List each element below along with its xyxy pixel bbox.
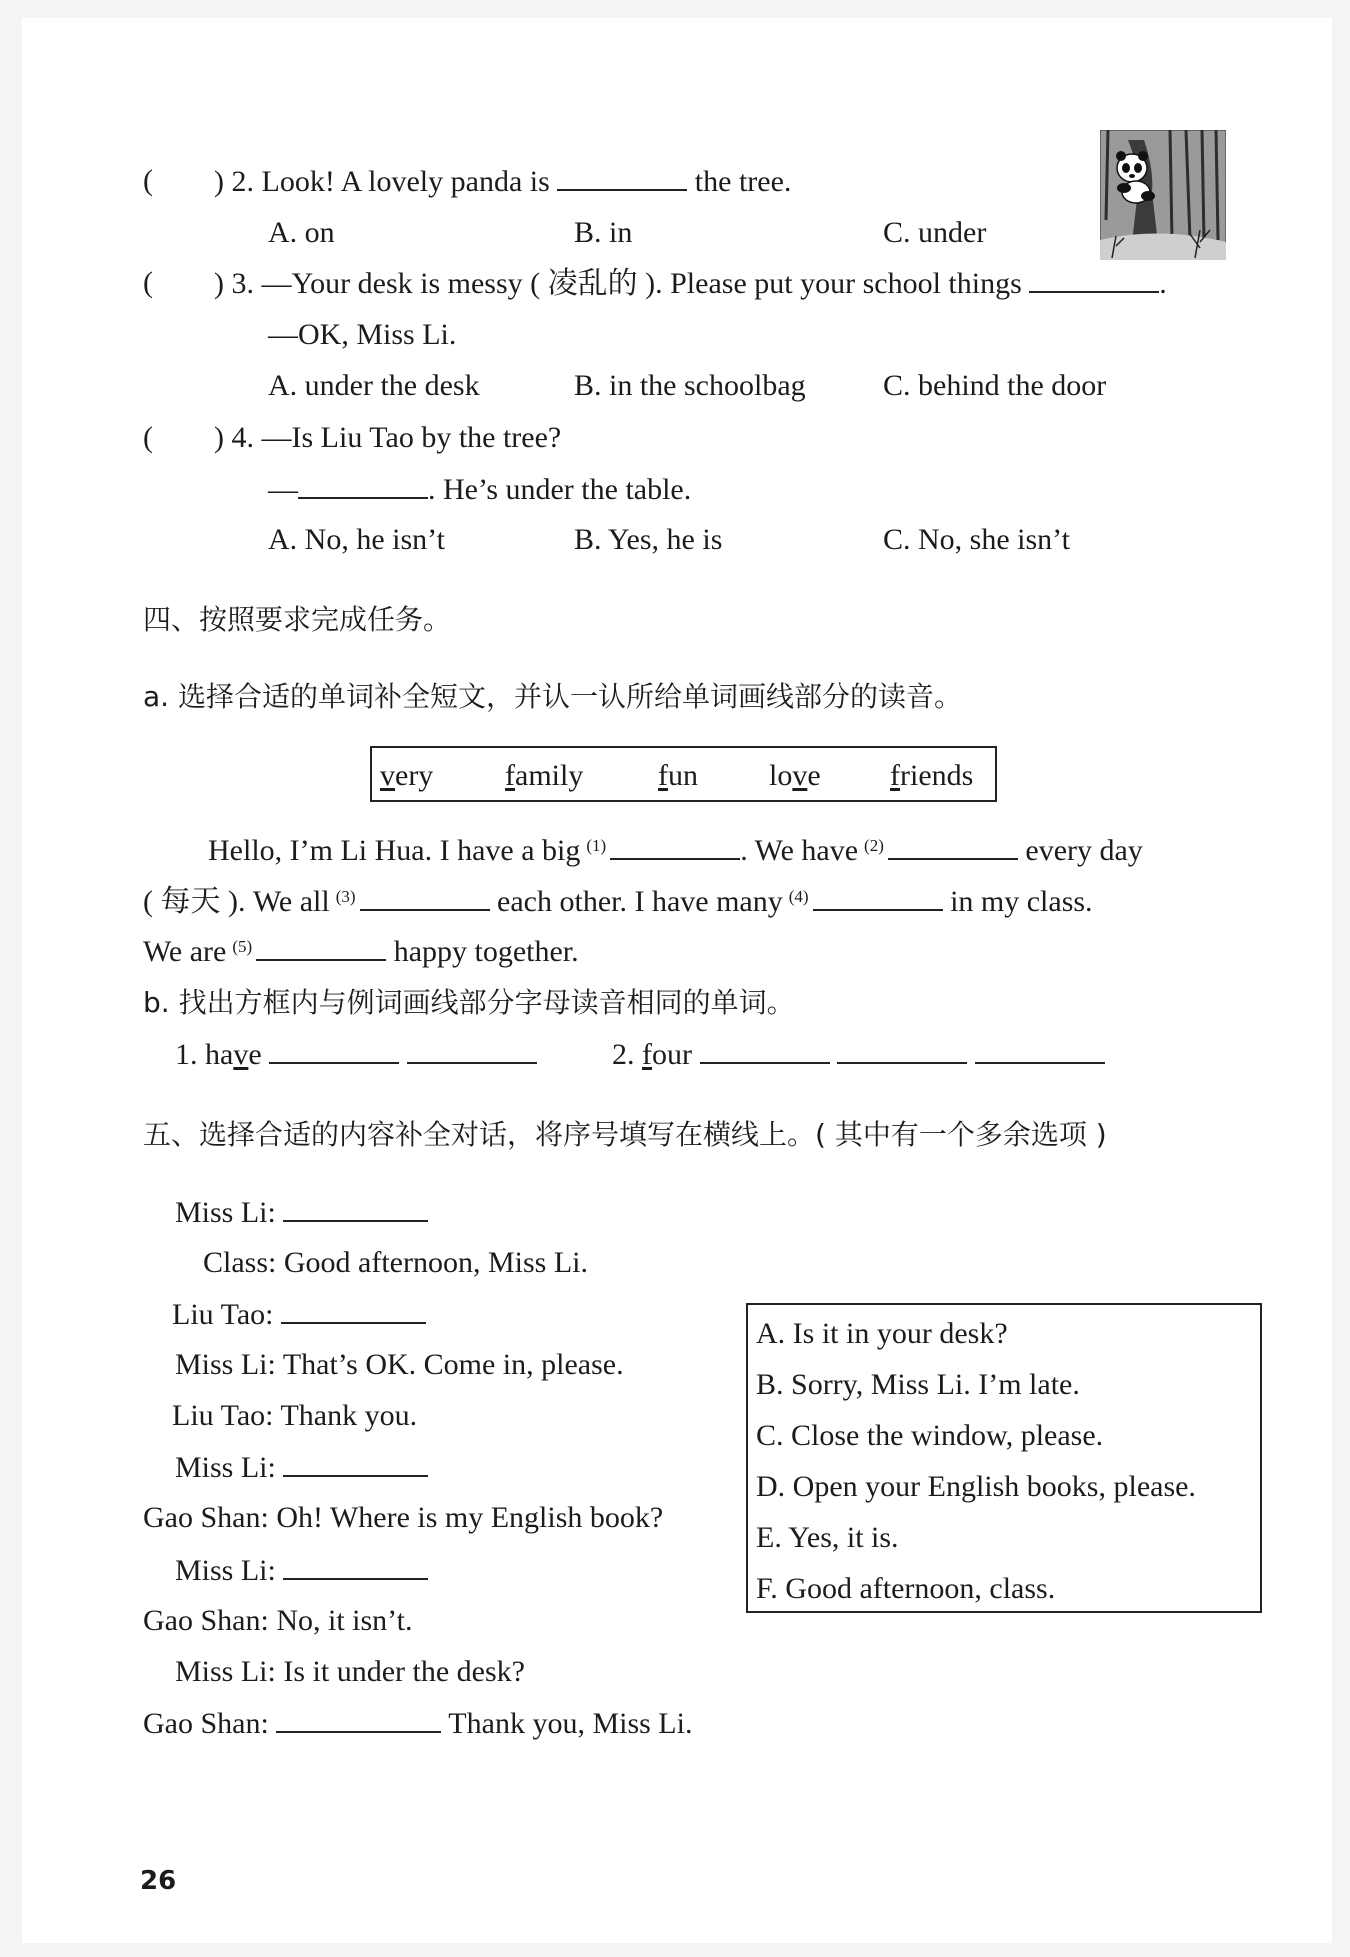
dialog-line-1: Miss Li: — [175, 1194, 428, 1231]
dialog-blank-1[interactable] — [283, 1194, 428, 1222]
dialog-line-10: Miss Li: Is it under the desk? — [175, 1655, 525, 1688]
option-c: C. behind the door — [883, 369, 1107, 402]
dialog-line-2: Class: Good afternoon, Miss Li. — [203, 1246, 588, 1279]
answer-paren-q2: ( — [143, 164, 153, 197]
option-b: B. Yes, he is — [574, 523, 723, 556]
option-c: C. No, she isn’t — [883, 523, 1070, 556]
dialog-line-9: Gao Shan: No, it isn’t. — [143, 1604, 413, 1637]
section-4-title: 四、按照要求完成任务。 — [143, 603, 452, 636]
panda-in-tree-illustration — [1100, 130, 1226, 260]
option-a: A. No, he isn’t — [268, 523, 445, 556]
dialog-line-5: Liu Tao: Thank you. — [172, 1399, 418, 1432]
option-a: A. under the desk — [268, 369, 480, 402]
option-b: B. in — [574, 216, 633, 249]
answer-blank[interactable] — [837, 1036, 967, 1064]
passage-blank-5[interactable] — [256, 933, 386, 961]
passage-blank-2[interactable] — [888, 832, 1018, 860]
dialog-blank-2[interactable] — [281, 1296, 426, 1324]
option-f: F. Good afternoon, class. — [756, 1572, 1056, 1605]
option-b: B. Sorry, Miss Li. I’m late. — [756, 1368, 1080, 1401]
dialog-line-7: Gao Shan: Oh! Where is my English book? — [143, 1501, 664, 1534]
word-love: love — [769, 759, 821, 792]
dialog-line-4: Miss Li: That’s OK. Come in, please. — [175, 1348, 624, 1381]
answer-paren-q4: ( — [143, 421, 153, 454]
option-e: E. Yes, it is. — [756, 1521, 899, 1554]
dialog-line-3: Liu Tao: — [172, 1296, 426, 1333]
passage-blank-4[interactable] — [813, 883, 943, 911]
answer-paren-q3: ( — [143, 266, 153, 299]
answer-blank[interactable] — [407, 1036, 537, 1064]
word-very: very — [380, 759, 434, 792]
passage-line-3: We are $^{(5)}$ happy together. — [143, 935, 579, 968]
dialog-blank-5[interactable] — [276, 1705, 441, 1733]
question-4: ) 4. —Is Liu Tao by the tree? — [214, 421, 562, 454]
word-family: family — [505, 759, 584, 792]
option-c: C. Close the window, please. — [756, 1419, 1104, 1452]
answer-blank[interactable] — [298, 471, 428, 499]
answer-blank[interactable] — [1029, 265, 1159, 293]
dialog-line-8: Miss Li: — [175, 1552, 428, 1589]
part-b-item-2: 2. four — [612, 1036, 1105, 1073]
question-4-reply: — . He’s under the table. — [268, 473, 692, 506]
part-b-instructions: b. 找出方框内与例词画线部分字母读音相同的单词。 — [143, 986, 795, 1019]
dialog-line-11: Gao Shan: Thank you, Miss Li. — [143, 1707, 693, 1740]
dialog-blank-4[interactable] — [283, 1552, 428, 1580]
answer-blank[interactable] — [269, 1036, 399, 1064]
section-5-title: 五、选择合适的内容补全对话，将序号填写在横线上。( 其中有一个多余选项 ) — [143, 1118, 1107, 1151]
part-a-instructions: a. 选择合适的单词补全短文，并认一认所给单词画线部分的读音。 — [143, 680, 962, 713]
passage-blank-1[interactable] — [610, 832, 740, 860]
answer-blank[interactable] — [557, 163, 687, 191]
question-3: ) 3. —Your desk is messy ( 凌乱的 ). Please put your school things . — [214, 267, 1167, 300]
word-fun: fun — [658, 759, 698, 792]
answer-blank[interactable] — [700, 1036, 830, 1064]
passage-line-2: ( 每天 ). We all $^{(3)}$ each other. I have many $^{(4)}$ in my class. — [143, 885, 1093, 918]
dialog-blank-3[interactable] — [283, 1449, 428, 1477]
question-2: ) 2. Look! A lovely panda is the tree. — [214, 165, 792, 198]
page-number: 26 — [140, 1866, 177, 1896]
dialog-line-6: Miss Li: — [175, 1449, 428, 1486]
option-a: A. Is it in your desk? — [756, 1317, 1008, 1350]
answer-blank[interactable] — [975, 1036, 1105, 1064]
passage-line-1: Hello, I’m Li Hua. I have a big $^{(1)}$ . We have $^{(2)}$ every day — [208, 834, 1143, 867]
word-friends: friends — [890, 759, 974, 792]
option-a: A. on — [268, 216, 335, 249]
option-d: D. Open your English books, please. — [756, 1470, 1196, 1503]
question-3-reply: —OK, Miss Li. — [268, 318, 457, 351]
part-b-item-1: 1. have — [175, 1036, 537, 1073]
passage-blank-3[interactable] — [360, 883, 490, 911]
option-c: C. under — [883, 216, 987, 249]
option-b: B. in the schoolbag — [574, 369, 806, 402]
